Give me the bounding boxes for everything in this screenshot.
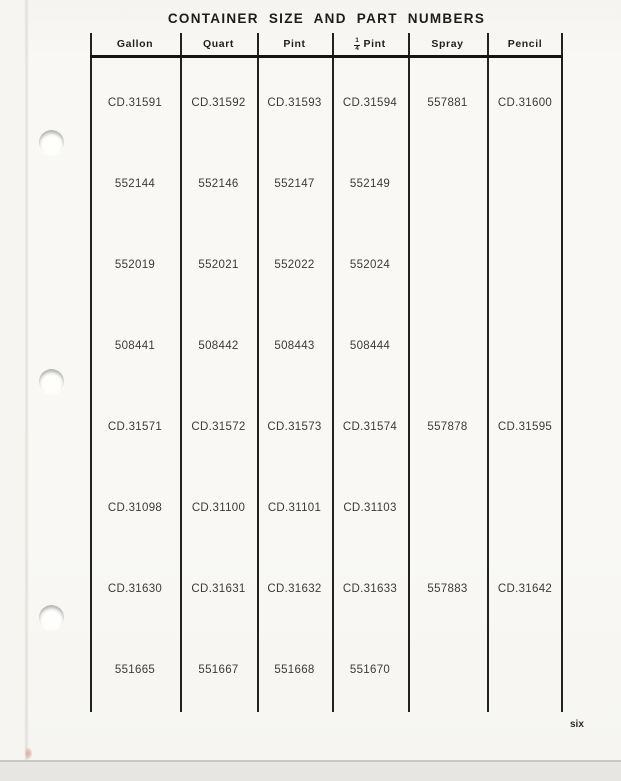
column-header [90, 33, 180, 55]
part-number-cell: 552019 [114, 258, 156, 271]
part-number-cell: CD.31103 [343, 501, 397, 514]
part-number-cell [487, 305, 563, 386]
punch-hole-top [39, 130, 64, 155]
part-number-cell: 551668 [274, 663, 315, 676]
table-row [90, 629, 563, 710]
part-number-cell: CD.31592 [191, 96, 246, 109]
part-number-cell: 552149 [349, 177, 391, 190]
part-number-cell: 552024 [349, 258, 391, 271]
column-header-label: Gallon [116, 38, 154, 50]
page-number: six [570, 719, 584, 730]
fraction-denominator: 4 [355, 44, 360, 52]
column-header-label: Pint [283, 38, 306, 50]
table-row [90, 548, 563, 629]
part-number-cell: 552146 [198, 177, 239, 190]
column-header [332, 33, 408, 55]
part-number-cell: CD.31572 [191, 420, 246, 433]
part-number-cell [487, 629, 563, 710]
punch-hole-middle [39, 369, 64, 394]
part-number-cell: CD.31571 [107, 420, 163, 433]
column-header [487, 33, 563, 55]
part-number-cell: 508443 [274, 339, 315, 352]
page-title: CONTAINER SIZE AND PART NUMBERS [167, 11, 486, 26]
punch-hole-bottom [39, 605, 64, 630]
part-number-cell: CD.31100 [191, 501, 246, 514]
scanner-background [0, 762, 621, 781]
table-row [90, 467, 563, 548]
column-header-label: Pint [363, 38, 386, 50]
table-body [90, 58, 563, 710]
table-row [90, 305, 563, 386]
part-number-cell: CD.31642 [497, 582, 553, 595]
part-number-cell: CD.31631 [191, 582, 246, 595]
part-number-cell [408, 143, 487, 224]
table-row [90, 143, 563, 224]
part-number-cell: CD.31633 [342, 582, 398, 595]
part-number-cell: CD.31630 [107, 582, 163, 595]
table-row [90, 62, 563, 143]
column-header-label: Pencil [507, 38, 543, 50]
part-number-cell [487, 467, 563, 548]
part-number-cell: 552021 [198, 258, 239, 271]
part-number-cell: CD.31632 [267, 582, 322, 595]
part-number-cell [408, 467, 487, 548]
part-number-cell: 557881 [427, 96, 468, 109]
part-number-cell [408, 629, 487, 710]
part-number-cell: 508444 [349, 339, 391, 352]
column-header [408, 33, 487, 55]
part-number-cell: 551670 [349, 663, 391, 676]
column-header-label: Quart [202, 38, 234, 50]
corner-stain [25, 748, 32, 759]
part-number-cell [487, 224, 563, 305]
part-number-cell: 508442 [198, 339, 239, 352]
part-number-cell: CD.31098 [107, 501, 163, 514]
part-number-cell: CD.31594 [342, 96, 398, 109]
column-header [257, 33, 332, 55]
part-number-cell: CD.31591 [107, 96, 163, 109]
table-header-row [90, 33, 563, 58]
part-number-cell: 508441 [114, 339, 156, 352]
column-header-label: Spray [431, 38, 464, 50]
fraction-numerator: 1 [355, 36, 360, 44]
parts-table [90, 33, 563, 712]
part-number-cell: 551667 [198, 663, 239, 676]
part-number-cell: 552022 [274, 258, 315, 271]
table-row [90, 386, 563, 467]
part-number-cell [487, 143, 563, 224]
table-row [90, 224, 563, 305]
part-number-cell [408, 305, 487, 386]
quarter-fraction [354, 38, 360, 53]
page-edge-strip [0, 0, 24, 760]
part-number-cell: CD.31595 [497, 420, 553, 433]
part-number-cell: CD.31600 [497, 96, 553, 109]
part-number-cell: CD.31101 [267, 501, 322, 514]
part-number-cell: 557883 [427, 582, 468, 595]
part-number-cell: CD.31593 [267, 96, 322, 109]
part-number-cell: CD.31573 [267, 420, 322, 433]
part-number-cell [408, 224, 487, 305]
part-number-cell: CD.31574 [342, 420, 398, 433]
part-number-cell: 557878 [427, 420, 468, 433]
column-header [180, 33, 257, 55]
page-fold-shadow [24, 0, 29, 760]
part-number-cell: 552147 [274, 177, 315, 190]
part-number-cell: 552144 [114, 177, 156, 190]
part-number-cell: 551665 [114, 663, 156, 676]
